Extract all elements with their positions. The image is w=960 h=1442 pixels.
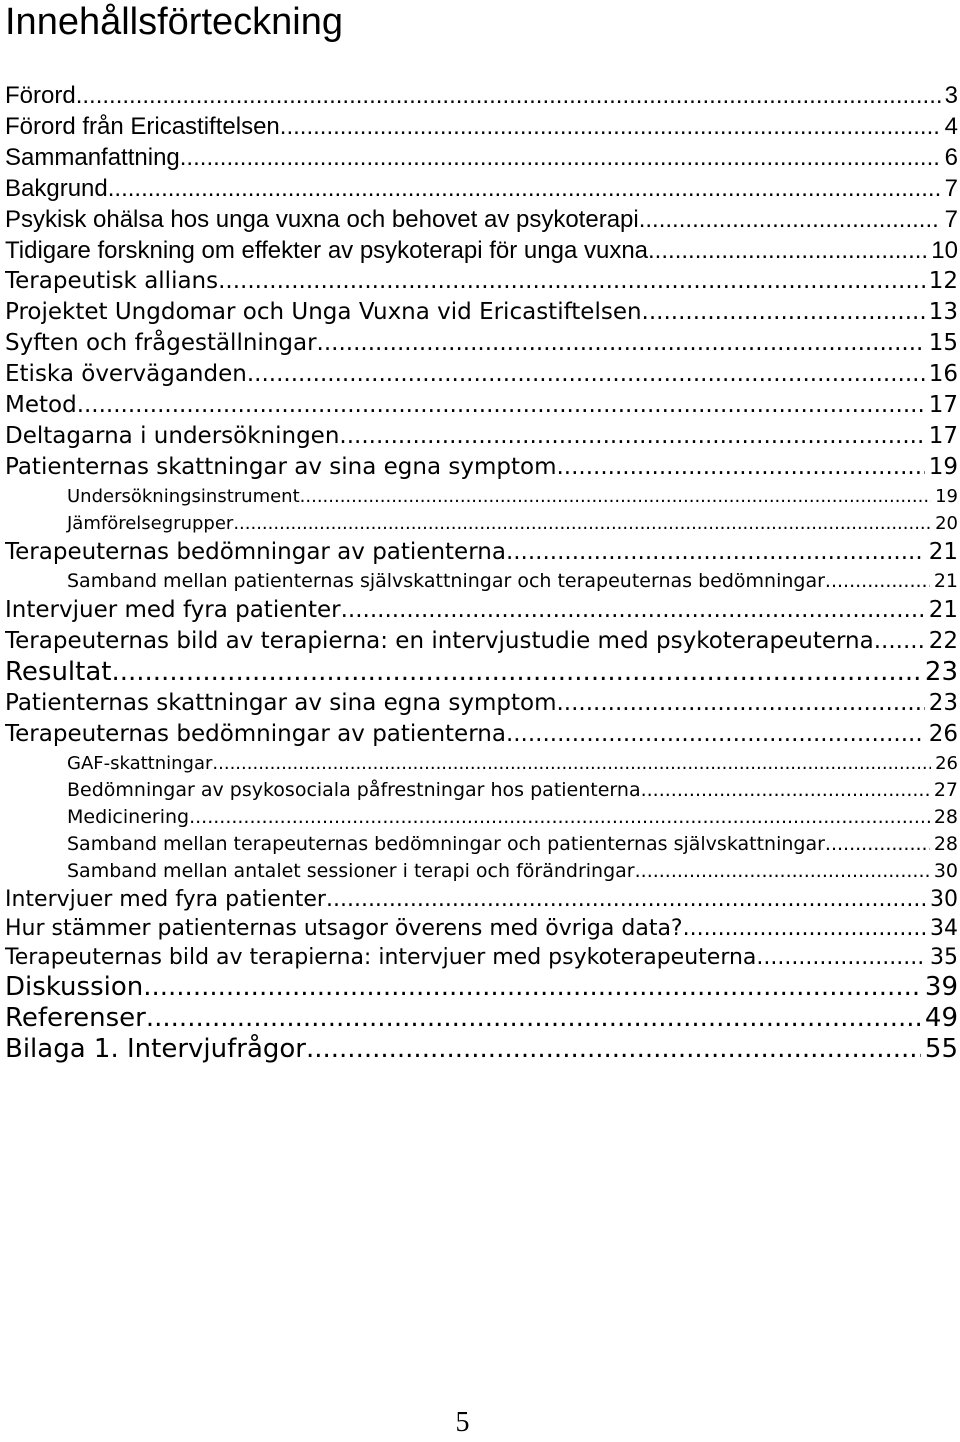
toc-entry-title: Terapeutisk allians (5, 268, 219, 294)
toc-entry-page: 4 (944, 113, 958, 140)
dot-leader (300, 483, 931, 510)
toc-entry-page: 26 (928, 721, 958, 747)
toc-entry-title: Bedömningar av psykosociala påfrestningar hos patienterna (67, 779, 641, 801)
toc-entry-page: 21 (928, 597, 958, 623)
toc-entry[interactable] (5, 421, 960, 452)
toc-entry[interactable] (5, 537, 960, 568)
dot-leader (556, 688, 924, 719)
toc-entry-page: 28 (933, 806, 958, 828)
toc-entry-page: 27 (933, 779, 958, 801)
toc-entry-title: Tidigare forskning om effekter av psykoterapi för unga vuxna (5, 237, 649, 264)
dot-leader (339, 421, 924, 452)
dot-leader (77, 390, 925, 421)
toc-entry[interactable] (5, 297, 960, 328)
toc-entry-title: Undersökningsinstrument (67, 486, 300, 507)
toc-entry[interactable] (5, 266, 960, 297)
toc-entry[interactable] (5, 804, 960, 831)
toc-entry-page: 12 (928, 268, 958, 294)
toc-entry[interactable] (5, 510, 960, 537)
toc-entry[interactable] (5, 831, 960, 858)
toc-entry-title: Metod (5, 392, 77, 418)
toc-entry-page: 35 (930, 945, 958, 970)
toc-entry[interactable] (5, 657, 960, 688)
toc-entry-title: Terapeuternas bild av terapierna: intervjuer med psykoterapeuterna (5, 945, 757, 970)
dot-leader (212, 750, 931, 777)
toc-entry-title: Terapeuternas bedömningar av patienterna (5, 721, 506, 747)
toc-entry[interactable] (5, 359, 960, 390)
toc-entry-page: 19 (935, 486, 958, 507)
toc-entry-title: Syften och frågeställningar (5, 330, 317, 356)
toc-entry-title: Deltagarna i undersökningen (5, 423, 340, 449)
toc-entry-page: 13 (928, 299, 958, 325)
dot-leader (189, 804, 930, 831)
toc-entry-title: Etiska överväganden (5, 361, 247, 387)
toc-entry-title: GAF-skattningar (67, 753, 213, 774)
toc-entry-title: Samband mellan patienternas självskattningar och terapeuternas bedömningar (67, 570, 825, 592)
toc-entry[interactable] (5, 626, 960, 657)
page-title: Innehållsförteckning (5, 1, 343, 43)
dot-leader (247, 359, 925, 390)
toc-entry[interactable] (5, 204, 960, 235)
toc-entry-page: 17 (928, 392, 958, 418)
toc-entry-title: Hur stämmer patienternas utsagor överens med övriga data? (5, 916, 683, 941)
toc-entry-page: 39 (924, 972, 958, 1002)
toc-entry[interactable] (5, 452, 960, 483)
toc-entry-page: 7 (944, 206, 958, 233)
toc-entry[interactable] (5, 688, 960, 719)
dot-leader (233, 510, 931, 537)
toc-entry[interactable] (5, 719, 960, 750)
toc-entry-title: Patienternas skattningar av sina egna symptom (5, 690, 557, 716)
dot-leader (108, 173, 941, 204)
toc-entry-page: 23 (924, 657, 958, 687)
toc-entry[interactable] (5, 235, 960, 266)
dot-leader (825, 568, 930, 595)
dot-leader (506, 719, 925, 750)
toc-entry[interactable] (5, 1003, 960, 1034)
toc-entry[interactable] (5, 972, 960, 1003)
dot-leader (341, 595, 925, 626)
toc-entry-page: 23 (928, 690, 958, 716)
toc-entry[interactable] (5, 943, 960, 972)
toc-entry-title: Resultat (5, 657, 112, 687)
toc-entry-page: 30 (930, 887, 958, 912)
toc-entry-page: 6 (944, 144, 958, 171)
toc-entry[interactable] (5, 858, 960, 885)
toc-entry-page: 28 (933, 833, 958, 855)
toc-entry-title: Terapeuternas bild av terapierna: en intervjustudie med psykoterapeuterna (5, 628, 874, 654)
dot-leader (506, 537, 925, 568)
toc-entry[interactable] (5, 1034, 960, 1065)
dot-leader (874, 626, 925, 657)
page-number: 5 (455, 1407, 470, 1438)
dot-leader (180, 142, 941, 173)
toc-entry-page: 21 (928, 539, 958, 565)
toc-entry-page: 10 (931, 237, 958, 264)
dot-leader (280, 111, 941, 142)
toc-entry-page: 30 (933, 860, 958, 882)
toc-entry-title: Terapeuternas bedömningar av patienterna (5, 539, 506, 565)
toc-entry[interactable] (5, 390, 960, 421)
toc-entry-title: Samband mellan antalet sessioner i terapi och förändringar (67, 860, 635, 882)
toc-entry[interactable] (5, 483, 960, 510)
toc-entry[interactable] (5, 750, 960, 777)
toc-entry-page: 17 (928, 423, 958, 449)
toc-entry-title: Referenser (5, 1003, 146, 1033)
toc-entry[interactable] (5, 568, 960, 595)
dot-leader (642, 297, 925, 328)
toc-entry[interactable] (5, 885, 960, 914)
toc-entry-page: 55 (924, 1034, 958, 1064)
dot-leader (825, 831, 930, 858)
dot-leader (635, 858, 930, 885)
table-of-contents (5, 80, 960, 1065)
toc-entry[interactable] (5, 142, 960, 173)
toc-entry-title: Diskussion (5, 972, 144, 1002)
toc-entry[interactable] (5, 777, 960, 804)
dot-leader (111, 657, 920, 688)
toc-entry-page: 21 (933, 570, 958, 592)
dot-leader (317, 328, 925, 359)
dot-leader (326, 885, 926, 914)
toc-entry-title: Sammanfattning (5, 144, 180, 171)
toc-entry-page: 15 (928, 330, 958, 356)
toc-entry-page: 22 (928, 628, 958, 654)
dot-leader (639, 204, 941, 235)
toc-entry-page: 16 (928, 361, 958, 387)
dot-leader (218, 266, 925, 297)
toc-entry-page: 26 (935, 753, 958, 774)
toc-entry-title: Intervjuer med fyra patienter (5, 887, 326, 912)
dot-leader (76, 80, 941, 111)
toc-entry-title: Förord (5, 82, 76, 109)
dot-leader (683, 914, 926, 943)
dot-leader (756, 943, 926, 972)
toc-entry-title: Intervjuer med fyra patienter (5, 597, 341, 623)
toc-entry-title: Förord från Ericastiftelsen (5, 113, 280, 140)
toc-entry[interactable] (5, 595, 960, 626)
toc-entry-page: 34 (930, 916, 958, 941)
dot-leader (556, 452, 924, 483)
dot-leader (648, 235, 927, 266)
toc-entry[interactable] (5, 173, 960, 204)
toc-entry[interactable] (5, 914, 960, 943)
toc-entry-page: 49 (924, 1003, 958, 1033)
toc-entry-title: Jämförelsegrupper (67, 513, 234, 534)
dot-leader (146, 1003, 921, 1034)
toc-entry-title: Projektet Ungdomar och Unga Vuxna vid Ericastiftelsen (5, 299, 642, 325)
toc-entry-title: Samband mellan terapeuternas bedömningar och patienternas självskattningar (67, 833, 825, 855)
toc-entry-page: 20 (935, 513, 958, 534)
toc-entry-title: Patienternas skattningar av sina egna symptom (5, 454, 557, 480)
toc-entry[interactable] (5, 80, 960, 111)
dot-leader (641, 777, 930, 804)
toc-entry[interactable] (5, 111, 960, 142)
toc-entry-title: Medicinering (67, 806, 190, 828)
toc-entry-page: 7 (944, 175, 958, 202)
dot-leader (306, 1034, 921, 1065)
toc-entry[interactable] (5, 328, 960, 359)
toc-entry-title: Bakgrund (5, 175, 108, 202)
dot-leader (143, 972, 921, 1003)
toc-entry-title: Psykisk ohälsa hos unga vuxna och behovet av psykoterapi (5, 206, 639, 233)
toc-entry-title: Bilaga 1. Intervjufrågor (5, 1034, 306, 1064)
toc-entry-page: 3 (944, 82, 958, 109)
toc-entry-page: 19 (928, 454, 958, 480)
